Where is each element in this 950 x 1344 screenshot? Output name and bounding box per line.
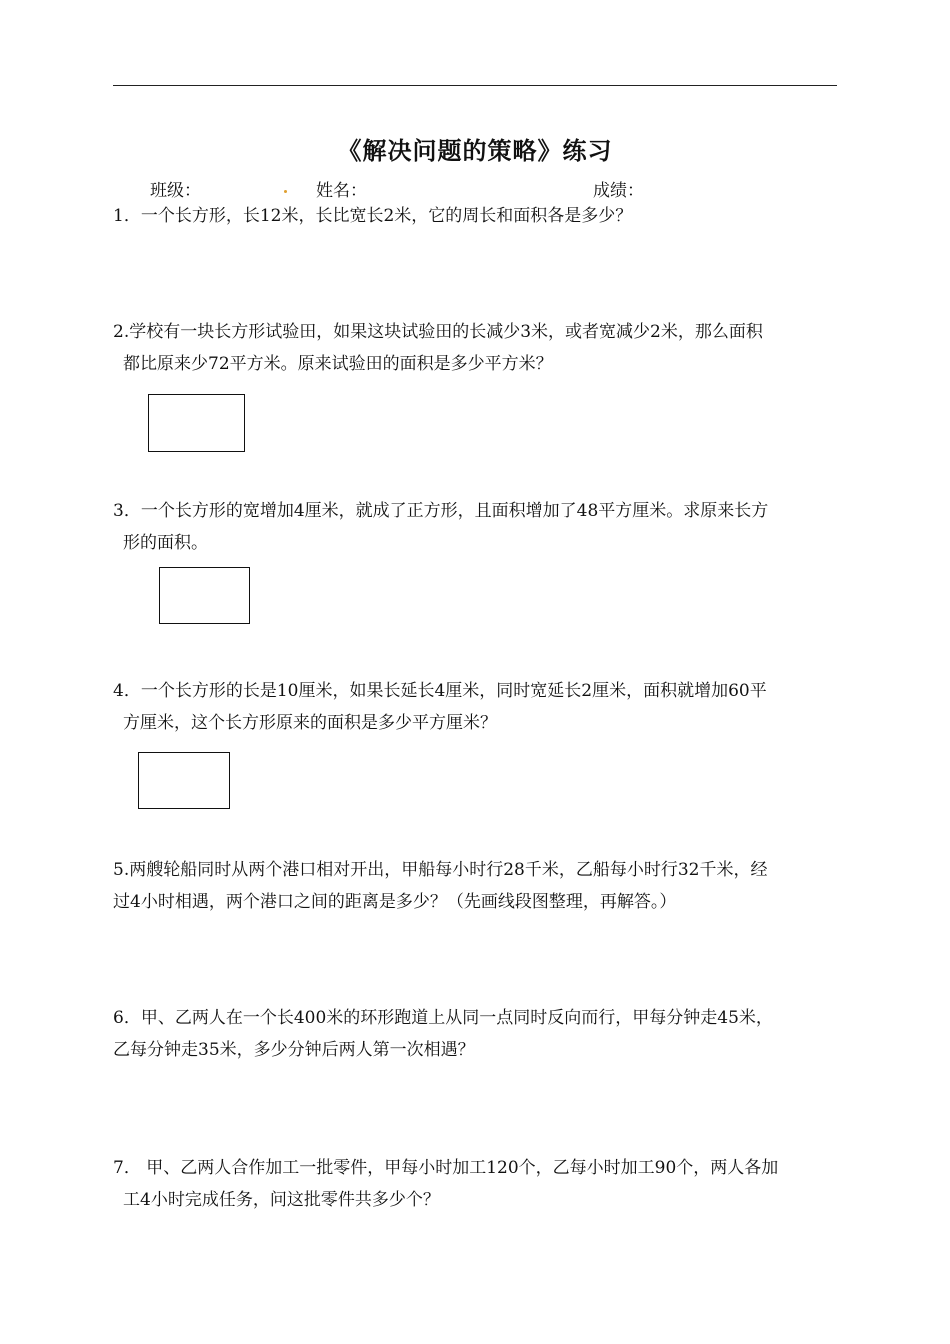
question-3-line2: 形的面积。 [123,533,208,553]
question-2 [113,316,839,380]
question-4-line2: 方厘米，这个长方形原来的面积是多少平方厘米？ [123,713,497,733]
question-7 [113,1152,839,1216]
question-2-line2: 都比原来少72平方米。原来试验田的面积是多少平方米？ [123,354,553,374]
question-3-line1: 3．一个长方形的宽增加4厘米，就成了正方形，且面积增加了48平方厘米。求原来长方 [113,501,769,521]
question-5-line1: 5.两艘轮船同时从两个港口相对开出，甲船每小时行28千米，乙船每小时行32千米，经 [113,860,768,880]
question-1 [113,200,839,232]
question-6-line1: 6．甲、乙两人在一个长400米的环形跑道上从同一点同时反向而行，甲每分钟走45米， [113,1008,773,1028]
header-rule [113,85,837,86]
question-5-line2: 过4小时相遇，两个港口之间的距离是多少？（先画线段图整理，再解答。） [113,892,677,912]
question-2-line1: 2.学校有一块长方形试验田，如果这块试验田的长减少3米，或者宽减少2米，那么面积 [113,322,763,342]
diagram-rectangle [148,394,245,452]
class-label: 班级： [150,181,201,201]
diagram-rectangle [138,752,230,809]
score-label: 成绩： [593,181,644,201]
question-3 [113,495,839,559]
question-5 [113,854,839,918]
question-4-line1: 4．一个长方形的长是10厘米，如果长延长4厘米，同时宽延长2厘米，面积就增加60平 [113,681,767,701]
question-4 [113,675,839,739]
question-6-line2: 乙每分钟走35米，多少分钟后两人第一次相遇？ [113,1040,475,1060]
mark-dot [284,190,287,193]
question-6 [113,1002,839,1066]
name-label: 姓名： [316,181,367,201]
page-title: 《解决问题的策略》练习 [337,136,613,165]
diagram-rectangle [159,567,250,624]
question-7-line1: 7． 甲、乙两人合作加工一批零件，甲每小时加工120个，乙每小时加工90个，两人各加 [113,1158,779,1178]
question-1-text: 1．一个长方形，长12米，长比宽长2米，它的周长和面积各是多少？ [113,206,633,226]
question-7-line2: 工4小时完成任务，问这批零件共多少个？ [123,1190,440,1210]
